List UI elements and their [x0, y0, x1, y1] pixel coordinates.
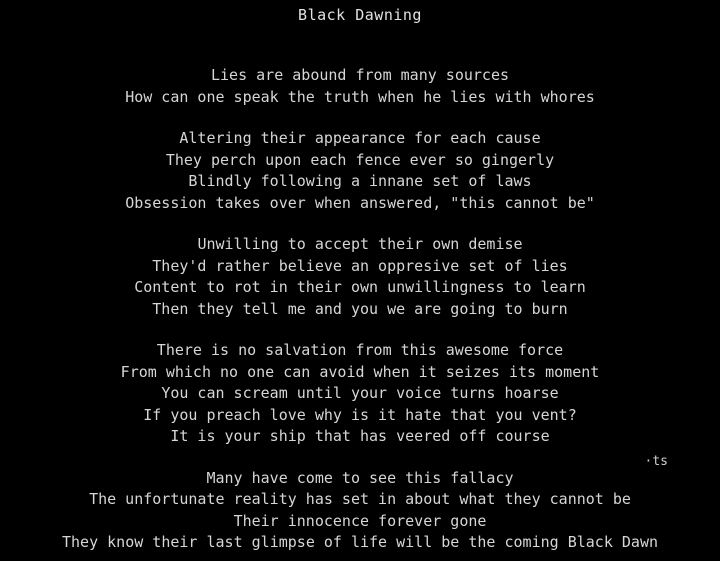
poem-body: [0, 65, 720, 554]
author-signature: ·ts: [644, 454, 668, 469]
stanza: [0, 234, 720, 320]
poem-line: It is your ship that has veered off course: [170, 427, 550, 445]
poem-line: Blindly following a innane set of laws: [188, 172, 532, 190]
poem-line: They'd rather believe an oppresive set of lies: [152, 256, 568, 275]
poem-line: Obsession takes over when answered, "this cannot be": [125, 193, 595, 212]
poem-line: If you preach love why is it hate that you vent?: [143, 405, 577, 424]
poem-line: Their innocence forever gone: [233, 511, 487, 530]
poem-line: Content to rot in their own unwillingness to learn: [134, 278, 586, 296]
title-spacer: [0, 25, 720, 65]
poem-line: Many have come to see this fallacy: [206, 468, 514, 487]
poem-line: They perch upon each fence ever so gingerly: [165, 150, 555, 169]
poem-line: Altering their appearance for each cause: [179, 129, 541, 147]
page-title: Black Dawning: [298, 6, 422, 24]
stanza: [0, 128, 720, 214]
poem-line: Then they tell me and you we are going to burn: [152, 299, 568, 318]
stanza: [0, 468, 720, 554]
poem-line: Lies are abound from many sources: [210, 66, 509, 84]
poem-line: There is no salvation from this awesome force: [156, 341, 564, 359]
poem-line: You can scream until your voice turns hoarse: [161, 384, 559, 402]
poem-line: How can one speak the truth when he lies with whores: [125, 87, 595, 106]
poem-line: From which no one can avoid when it seizes its moment: [120, 362, 600, 381]
stanza: [0, 340, 720, 448]
poem-line: They know their last glimpse of life will be the coming Black Dawn: [61, 533, 659, 551]
poem-line: The unfortunate reality has set in about what they cannot be: [89, 490, 631, 508]
poem-line: Unwilling to accept their own demise: [197, 235, 523, 253]
stanza: [0, 65, 720, 108]
